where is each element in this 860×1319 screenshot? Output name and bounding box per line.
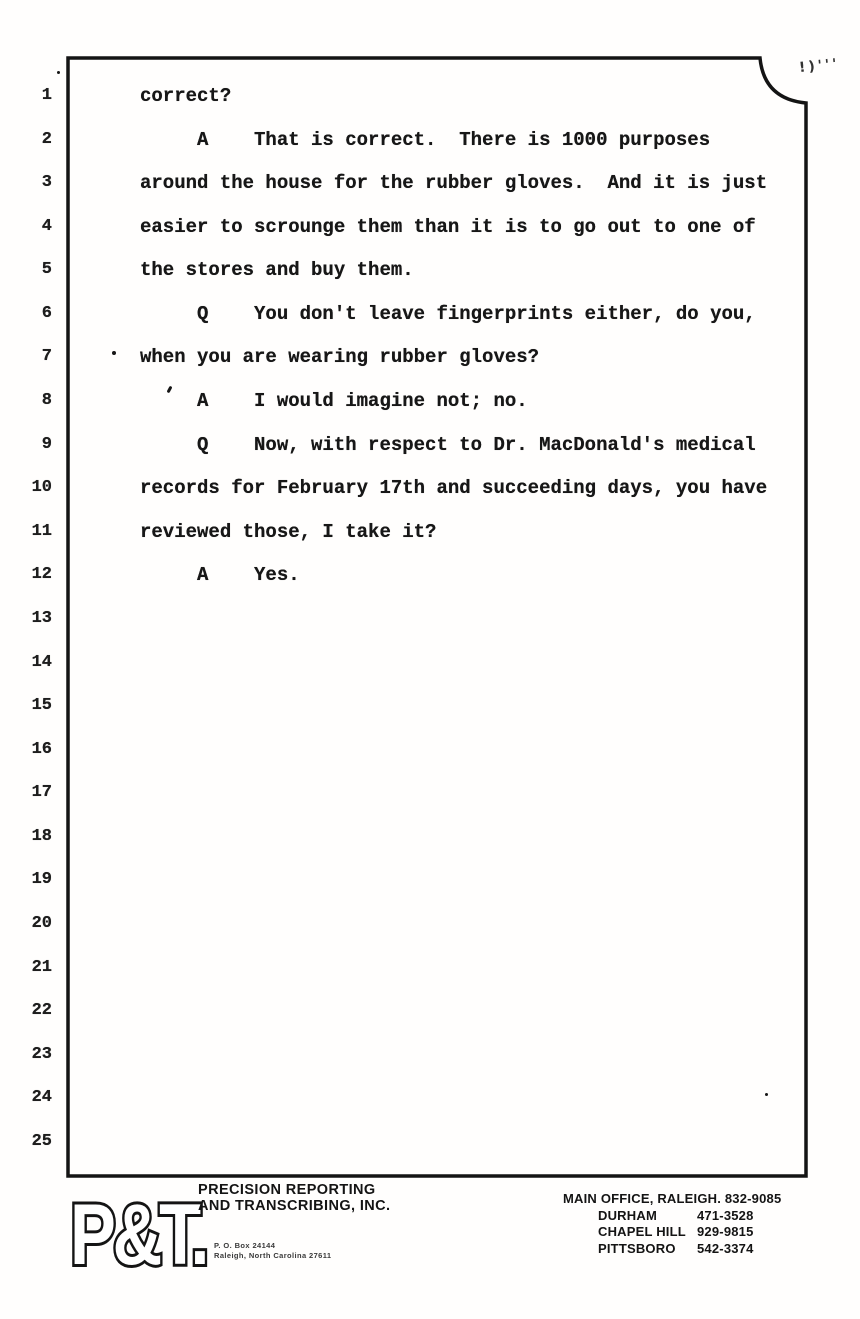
line-number: 1 bbox=[41, 86, 52, 105]
phone-row bbox=[598, 1241, 781, 1258]
handwritten-corner-mark: !)''' bbox=[798, 55, 841, 77]
transcript-line-row bbox=[0, 914, 806, 958]
transcript-line-row bbox=[0, 435, 806, 479]
address-line2: Raleigh, North Carolina 27611 bbox=[214, 1250, 332, 1260]
address-line1: P. O. Box 24144 bbox=[214, 1241, 276, 1250]
phone-number: 471-3528 bbox=[697, 1207, 754, 1223]
transcript-line-row bbox=[0, 1132, 806, 1176]
line-number: 8 bbox=[41, 391, 52, 411]
line-number: 12 bbox=[31, 565, 52, 585]
pt-logo-text: P&T. bbox=[70, 1186, 207, 1283]
line-number: 5 bbox=[41, 260, 52, 280]
transcript-line-row bbox=[0, 565, 806, 609]
transcript-line-row bbox=[0, 1045, 806, 1089]
line-text: records for February 17th and succeeding days, you have bbox=[140, 477, 768, 500]
line-text: A I would imagine not; no. bbox=[140, 390, 528, 413]
transcript-line-row bbox=[0, 783, 806, 827]
transcript-line-row bbox=[0, 86, 806, 130]
transcript-line-row bbox=[0, 260, 806, 304]
line-text: A Yes. bbox=[140, 564, 300, 587]
transcript-line-row bbox=[0, 478, 806, 522]
transcript-line-row bbox=[0, 958, 806, 1002]
phone-main-office: MAIN OFFICE, RALEIGH. 832-9085 bbox=[563, 1191, 782, 1206]
line-number: 19 bbox=[31, 870, 52, 890]
phone-number: 542-3374 bbox=[697, 1240, 754, 1256]
line-text: Q Now, with respect to Dr. MacDonald's medical bbox=[140, 433, 756, 456]
transcript-line-row bbox=[0, 653, 806, 697]
phone-number: 929-9815 bbox=[697, 1224, 754, 1240]
transcript-line-row bbox=[0, 173, 806, 217]
line-number: 17 bbox=[31, 783, 52, 803]
transcript-line-row bbox=[0, 217, 806, 261]
scan-speck bbox=[57, 71, 60, 74]
line-number: 25 bbox=[31, 1131, 52, 1151]
transcript-line-row bbox=[0, 347, 806, 391]
line-text: reviewed those, I take it? bbox=[140, 520, 437, 543]
line-number: 9 bbox=[41, 434, 52, 454]
phone-branch-rows bbox=[563, 1208, 781, 1258]
line-number: 7 bbox=[41, 347, 52, 367]
transcript-body bbox=[0, 86, 806, 1175]
line-number: 20 bbox=[31, 913, 52, 933]
line-text: when you are wearing rubber gloves? bbox=[140, 346, 540, 369]
transcript-line-row bbox=[0, 609, 806, 653]
line-number: 14 bbox=[31, 652, 52, 672]
line-text: around the house for the rubber gloves. And it is just bbox=[140, 172, 768, 195]
line-number: 3 bbox=[41, 173, 52, 193]
line-number: 24 bbox=[31, 1088, 52, 1108]
line-text: the stores and buy them. bbox=[140, 259, 414, 282]
line-text: correct? bbox=[140, 85, 232, 107]
line-number: 18 bbox=[31, 826, 52, 846]
transcript-line-row bbox=[0, 130, 806, 174]
line-number: 10 bbox=[31, 478, 52, 498]
transcript-line-row bbox=[0, 740, 806, 784]
transcript-line-row bbox=[0, 522, 806, 566]
phone-row bbox=[598, 1208, 781, 1225]
company-name-block bbox=[198, 1183, 390, 1214]
line-number: 22 bbox=[31, 1001, 52, 1021]
company-address-block bbox=[214, 1241, 331, 1260]
company-name-line2: AND TRANSCRIBING, INC. bbox=[198, 1197, 391, 1214]
line-number: 2 bbox=[41, 129, 52, 149]
line-number: 4 bbox=[41, 216, 52, 236]
line-number: 16 bbox=[31, 739, 52, 759]
phone-city: CHAPEL HILL bbox=[598, 1224, 686, 1240]
phone-row bbox=[598, 1224, 781, 1241]
phone-list bbox=[563, 1191, 781, 1257]
line-number: 23 bbox=[31, 1044, 52, 1064]
phone-city: PITTSBORO bbox=[598, 1240, 676, 1256]
transcript-line-row bbox=[0, 870, 806, 914]
transcript-line-row bbox=[0, 1001, 806, 1045]
line-number: 21 bbox=[31, 957, 52, 977]
transcript-line-row bbox=[0, 391, 806, 435]
transcript-line-row bbox=[0, 696, 806, 740]
phone-city: DURHAM bbox=[598, 1207, 657, 1223]
transcript-line-row bbox=[0, 1088, 806, 1132]
line-number: 6 bbox=[41, 303, 52, 323]
line-number: 11 bbox=[31, 521, 52, 541]
line-text: Q You don't leave fingerprints either, do you, bbox=[140, 302, 756, 325]
line-number: 15 bbox=[31, 696, 52, 716]
transcript-line-row bbox=[0, 304, 806, 348]
line-text: A That is correct. There is 1000 purposes bbox=[140, 128, 711, 151]
transcript-line-row bbox=[0, 827, 806, 871]
line-number: 13 bbox=[31, 608, 52, 628]
line-text: easier to scrounge them than it is to go out to one of bbox=[140, 215, 756, 238]
company-name-line1: PRECISION REPORTING bbox=[198, 1182, 376, 1198]
